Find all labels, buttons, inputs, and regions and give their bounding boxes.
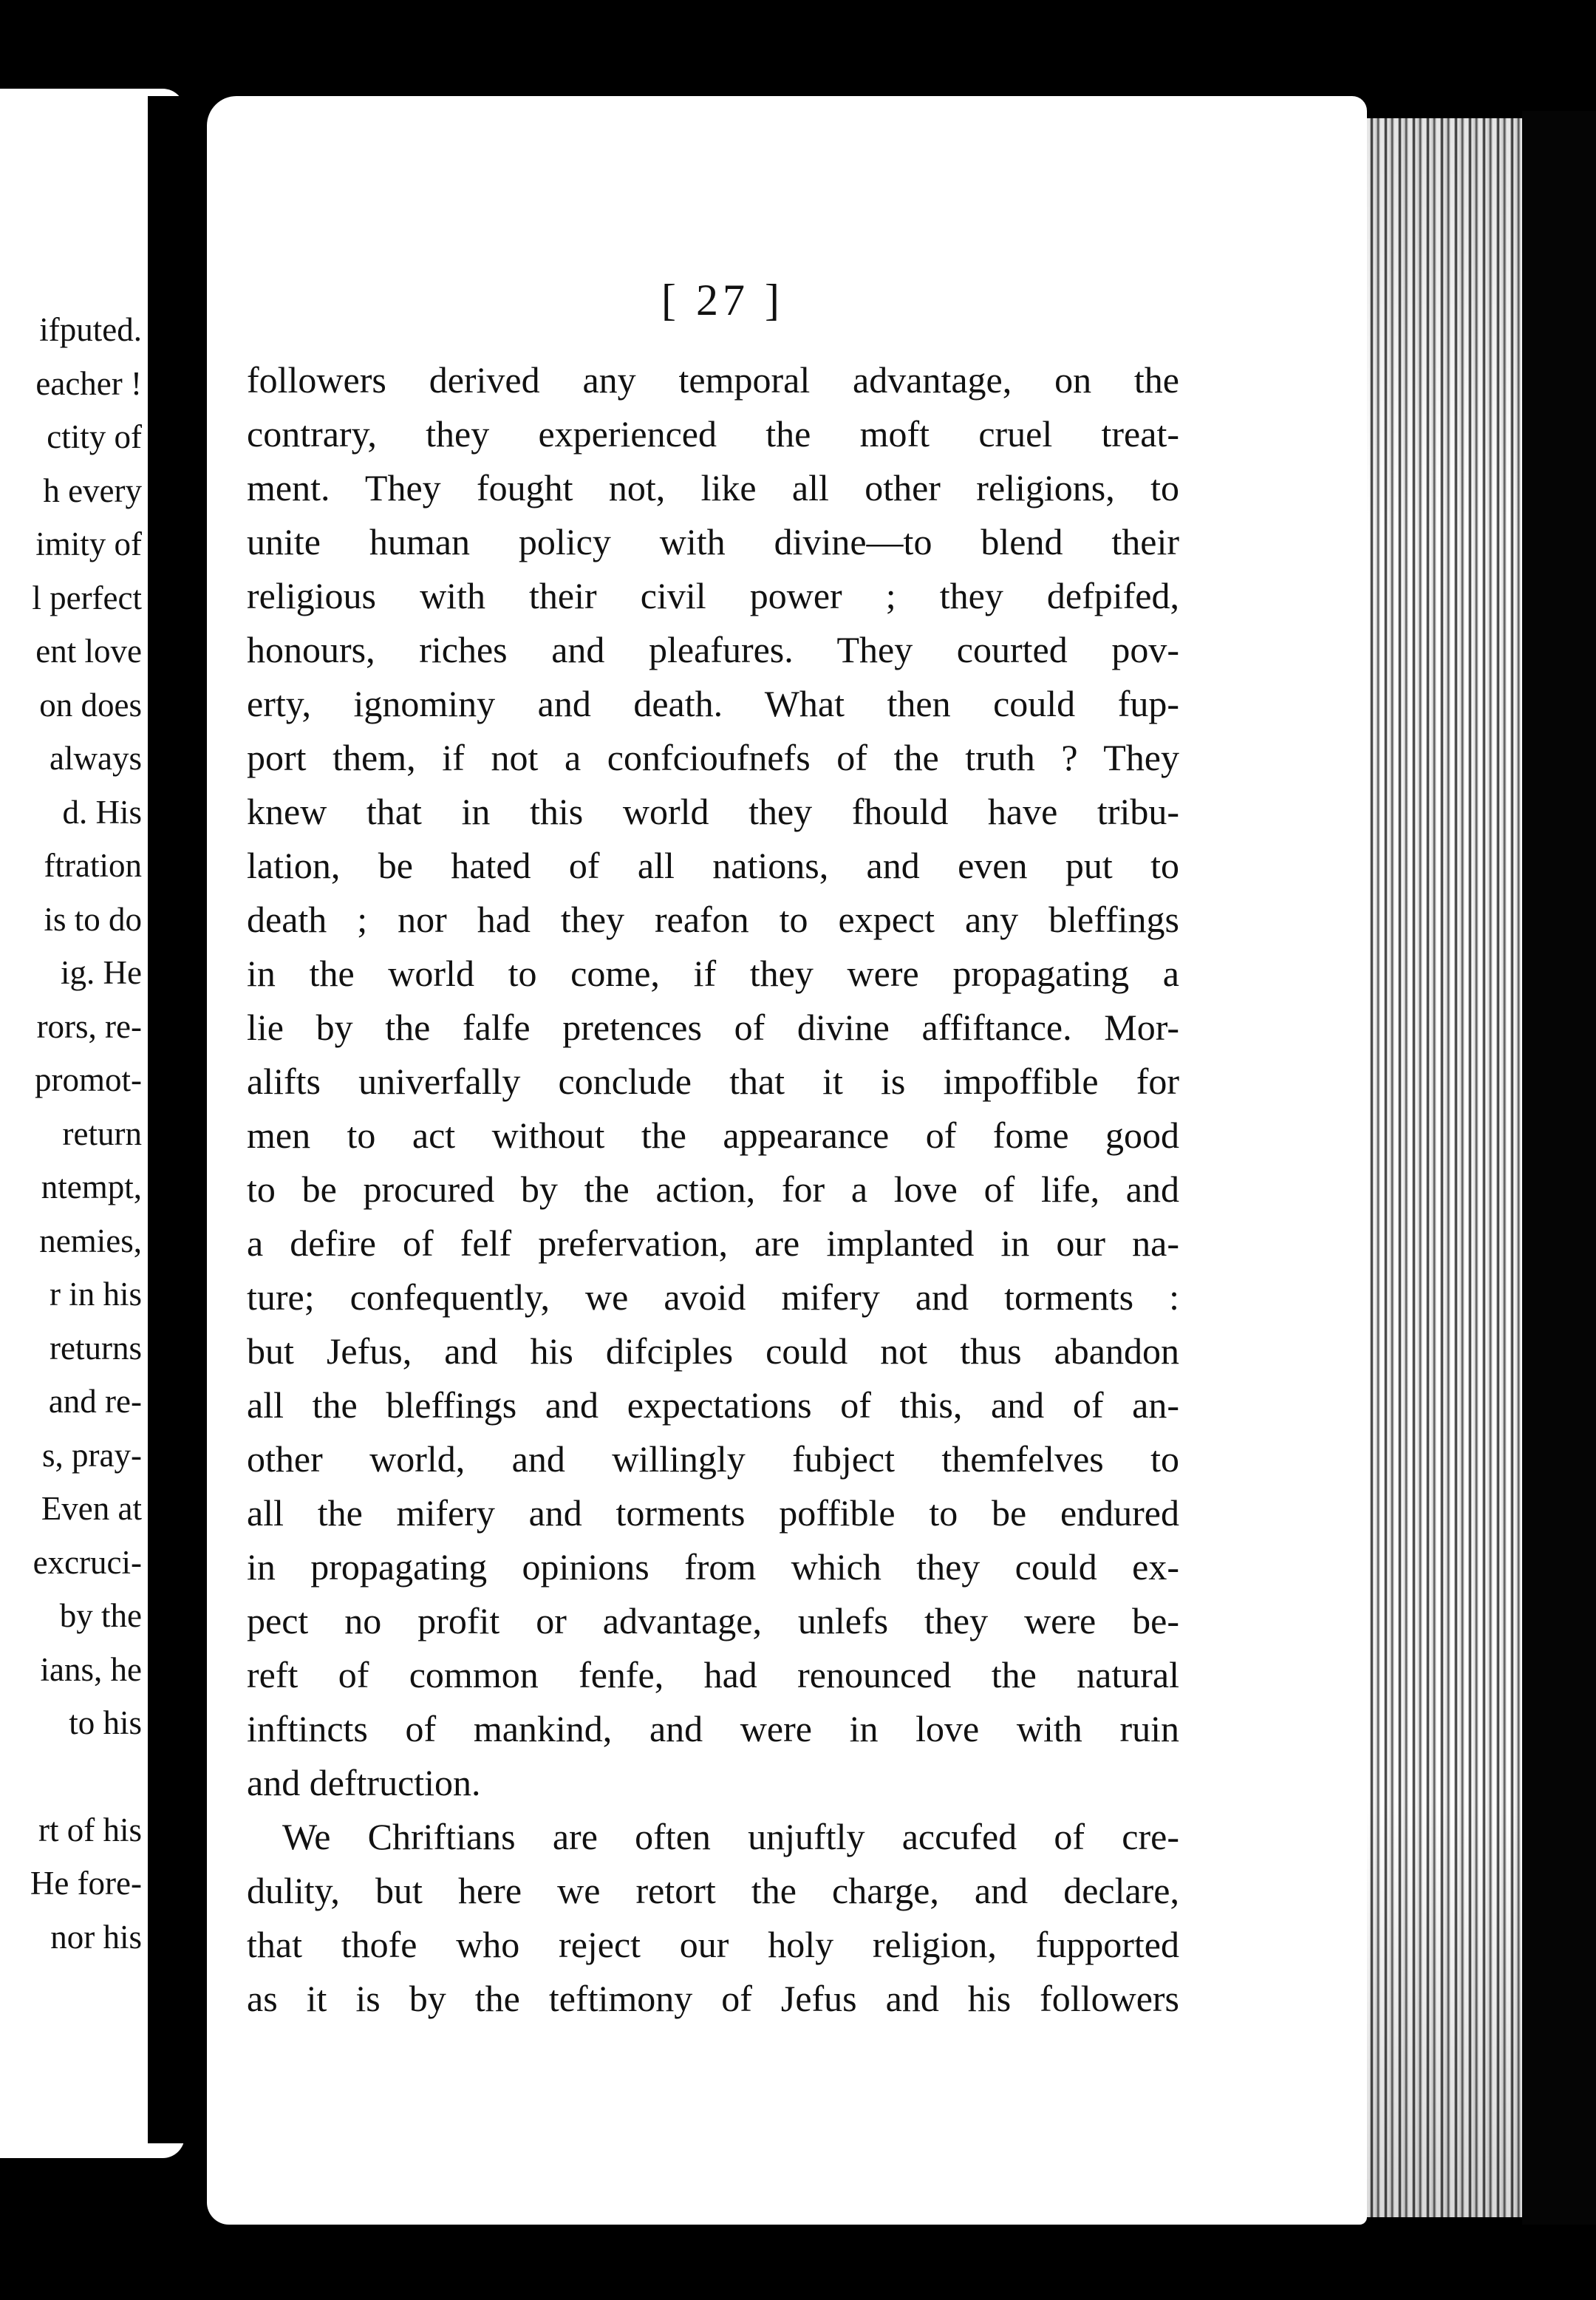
text-line: ment. They fought not, like all other religions, to — [247, 467, 1179, 508]
previous-page-line: nor his — [50, 1918, 142, 1956]
previous-page-line: ifputed. — [39, 311, 142, 348]
text-line: contrary, they experienced the moft cruel treat- — [247, 413, 1179, 455]
book-cover-edge — [1522, 111, 1596, 2225]
book-gutter — [148, 96, 207, 2143]
previous-page-line: ent love — [35, 633, 142, 670]
previous-page-line: and re- — [48, 1383, 142, 1420]
previous-page-line: on does — [39, 686, 142, 724]
previous-page-line: ftration — [44, 847, 142, 884]
text-line: inftincts of mankind, and were in love with ruin — [247, 1708, 1179, 1749]
text-line: ture; confequently, we avoid mifery and torments : — [247, 1276, 1179, 1318]
previous-page-line: ig. He — [61, 954, 142, 991]
previous-page-line: imity of — [35, 525, 142, 562]
page-number: [ 27 ] — [661, 276, 784, 324]
previous-page-line: to his — [69, 1704, 142, 1741]
text-line: lie by the falfe pretences of divine affiftance. Mor- — [247, 1007, 1179, 1048]
text-line: knew that in this world they fhould have tribu- — [247, 791, 1179, 832]
text-line: as it is by the teftimony of Jefus and his followers — [247, 1978, 1179, 2019]
text-line: pect no profit or advantage, unlefs they were be- — [247, 1600, 1179, 1641]
text-line: a defire of felf prefervation, are implanted in our na- — [247, 1222, 1179, 1264]
text-line: that thofe who reject our holy religion, fupported — [247, 1924, 1179, 1965]
paragraph-start-line: We Chriftians are often unjuftly accufed of cre- — [282, 1816, 1179, 1857]
previous-page-line: ians, he — [40, 1650, 142, 1688]
previous-page-line: nemies, — [39, 1222, 142, 1259]
text-line: reft of common fenfe, had renounced the natural — [247, 1654, 1179, 1695]
previous-page-line: Even at — [41, 1490, 142, 1527]
text-line: and deftruction. — [247, 1762, 481, 1803]
text-line: alifts univerfally conclude that it is impoffible for — [247, 1061, 1179, 1102]
text-line: in propagating opinions from which they could ex- — [247, 1546, 1179, 1588]
text-line: all the bleffings and expectations of this, and of an- — [247, 1384, 1179, 1426]
previous-page-text — [30, 303, 142, 1964]
text-line: but Jefus, and his difciples could not thus abandon — [247, 1330, 1179, 1372]
text-line: all the mifery and torments poffible to be endured — [247, 1492, 1179, 1534]
previous-page-line: return — [62, 1115, 142, 1152]
text-line: unite human policy with divine—to blend their — [247, 521, 1179, 562]
text-line: port them, if not a confcioufnefs of the truth ? They — [247, 737, 1179, 778]
page-edges — [1352, 118, 1537, 2217]
previous-page-line: d. His — [62, 793, 142, 831]
page-body-text — [247, 353, 1179, 2026]
previous-page-line: eacher ! — [35, 364, 142, 402]
text-line: in the world to come, if they were propagating a — [247, 953, 1179, 994]
text-line: followers derived any temporal advantage, on the — [247, 359, 1179, 401]
text-line: dulity, but here we retort the charge, and declare, — [247, 1870, 1179, 1911]
previous-page-line: l perfect — [32, 579, 142, 616]
text-line: other world, and willingly fubject themfelves to — [247, 1438, 1179, 1480]
previous-page-line: is to do — [44, 900, 142, 938]
text-line: men to act without the appearance of fome good — [247, 1115, 1179, 1156]
text-line: honours, riches and pleafures. They courted pov- — [247, 629, 1179, 670]
previous-page-line: returns — [50, 1329, 142, 1367]
previous-page-line: h every — [43, 472, 142, 509]
previous-page-line: rors, re- — [36, 1007, 142, 1045]
previous-page-line: by the — [59, 1597, 142, 1634]
previous-page-line: excruci- — [33, 1543, 142, 1581]
text-line: religious with their civil power ; they defpifed, — [247, 575, 1179, 616]
previous-page-line: rt of his — [38, 1811, 142, 1848]
previous-page-line: ctity of — [47, 418, 142, 455]
text-line: to be procured by the action, for a love of life, and — [247, 1168, 1179, 1210]
previous-page-line: promot- — [35, 1061, 142, 1098]
previous-page-line: He fore- — [30, 1865, 142, 1902]
previous-page-line: r in his — [49, 1276, 142, 1313]
previous-page-line: s, pray- — [42, 1436, 142, 1474]
text-line: erty, ignominy and death. What then could fup- — [247, 683, 1179, 724]
text-line: lation, be hated of all nations, and even put to — [247, 845, 1179, 886]
previous-page-line: ntempt, — [41, 1168, 142, 1205]
text-line: death ; nor had they reafon to expect any bleffings — [247, 899, 1179, 940]
previous-page-gap — [30, 1750, 142, 1803]
previous-page-line: always — [50, 740, 142, 777]
